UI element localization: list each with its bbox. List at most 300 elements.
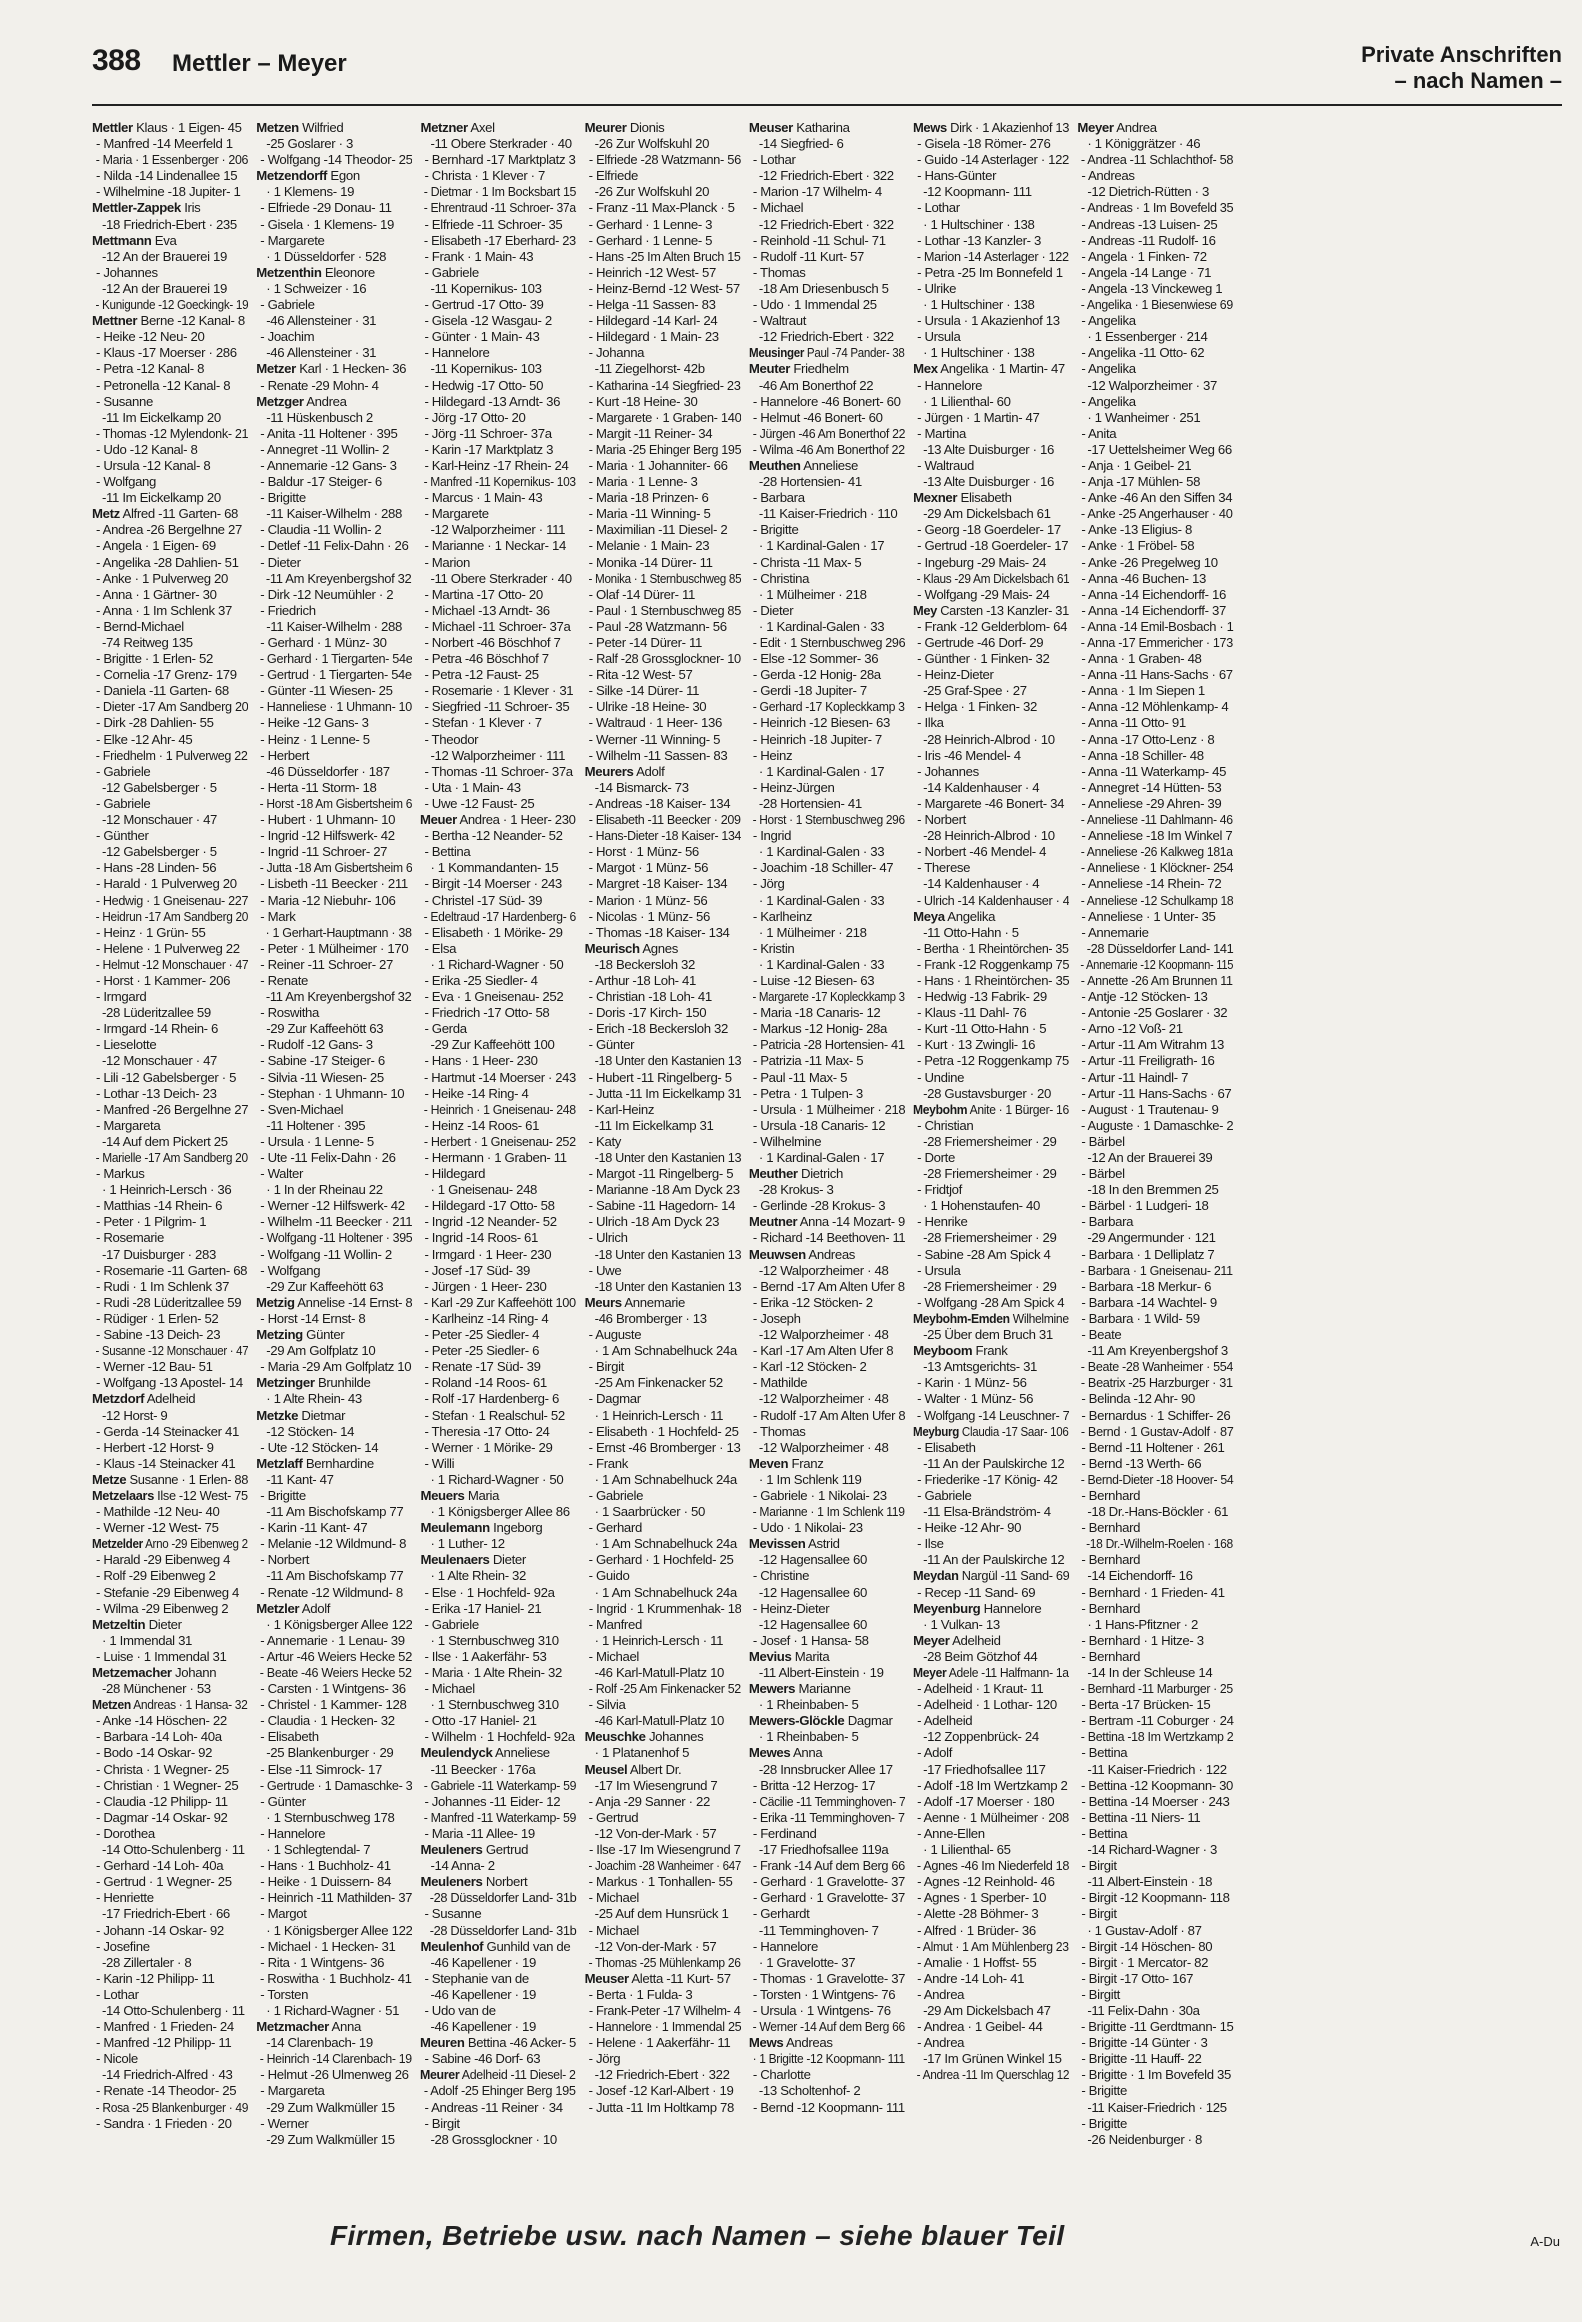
entry-text: - Anna -17 Emmericher · 173 [1081,635,1234,650]
directory-entry [420,361,576,377]
entry-text: - Wilma -29 Eibenweg 2 [96,1600,229,1616]
entry-text: - Friedhelm · 1 Pulverweg 22 [95,747,248,763]
directory-entry [420,2051,576,2067]
directory-entry [913,1295,1069,1311]
directory-entry [585,538,741,554]
directory-entry [256,683,412,699]
directory-entry [92,1118,248,1134]
directory-entry [420,458,576,474]
directory-entry [585,1182,741,1198]
entry-text: - Else · 1 Hochfeld- 92a [424,1584,555,1600]
entry-text: · 1 Heinrich-Lersch · 11 [594,1407,724,1423]
entry-text: - Claudia -11 Wollin- 2 [260,522,382,538]
entry-text: - Werner · 1 Mörike- 29 [424,1439,553,1455]
surname-entry [749,1649,905,1665]
entry-text: - Frank · 1 Main- 43 [424,248,534,264]
entry-text: -17 Friedhofsallee 119a [758,1842,889,1858]
directory-entry [585,1150,741,1166]
entry-text: -12 Hagensallee 60 [758,1552,867,1568]
directory-entry [585,442,741,458]
entry-text: Bernhardine [302,1455,374,1471]
entry-text: - Werner -14 Auf dem Berg 66 [752,2019,905,2035]
directory-entry [1077,1939,1233,1955]
entry-text: -28 Hortensien- 41 [758,795,862,811]
entry-text: - Anneliese -18 Im Winkel 7 [1081,828,1233,844]
entry-text: - Norbert -46 Böschhof 7 [424,635,561,650]
directory-column [420,120,576,2200]
directory-entry [1077,426,1233,442]
entry-text: - Almut · 1 Am Mühlenberg 23 [916,1938,1069,1954]
surname: Metzig [256,1294,295,1310]
directory-entry [913,1408,1069,1424]
entry-text: - Susanne [96,393,153,409]
entry-text: - Ilse · 1 Aakerfähr- 53 [424,1648,547,1664]
entry-text: -28 Heinrich-Albrod · 10 [923,828,1055,844]
entry-text: - Margret -18 Kaiser- 134 [588,876,728,892]
entry-text: - Angelika [1081,393,1136,409]
entry-text: - Manfred · 1 Frieden- 24 [96,2019,234,2035]
directory-entry [92,1279,248,1295]
directory-entry [585,361,741,377]
surname: Mettner [92,313,138,329]
directory-entry [913,1359,1069,1375]
entry-text: - Heike · 1 Duissern- 84 [260,1874,392,1890]
entry-text: Anna [790,1745,823,1761]
directory-entry [92,281,248,297]
entry-text: -28 Friemersheimer · 29 [923,1230,1057,1246]
entry-text: -18 Unter den Kastanien 13 [594,1150,741,1165]
directory-entry [1077,1311,1233,1327]
directory-entry [1077,909,1233,925]
entry-text: · 1 Alte Rhein- 43 [266,1391,362,1407]
directory-entry [420,168,576,184]
entry-text: - Christian [917,1117,974,1133]
surname-entry [749,1166,905,1182]
entry-text: - Hans-Dieter -18 Kaiser- 134 [588,828,741,844]
entry-text: - Wolfgang [260,1262,321,1278]
entry-text: · 1 Alte Rhein- 32 [430,1568,527,1584]
entry-text: - Manfred -26 Bergelhne 27 [96,1101,249,1117]
surname: Meuleners [420,1874,483,1890]
directory-entry [749,667,905,683]
entry-text: - Barbara -14 Loh- 40a [96,1729,222,1745]
entry-text: - Dieter [260,554,301,570]
directory-entry [256,1279,412,1295]
entry-text: -29 Zur Kaffeehött 100 [430,1037,555,1053]
directory-entry [1077,1665,1233,1681]
surname: Metzemacher [92,1665,172,1680]
surname-entry [749,1713,905,1729]
directory-entry [913,748,1069,764]
entry-text: - Michael [752,200,804,216]
directory-entry [913,1923,1069,1939]
directory-entry [256,1971,412,1987]
directory-columns [92,120,1562,2200]
entry-text: Andreas · 1 Hansa- 32 [130,1697,248,1713]
surname-entry [256,265,412,281]
surname: Metzendorff [256,168,328,184]
directory-entry [585,1665,741,1681]
entry-text: - Anja · 1 Geibel- 21 [1081,457,1192,473]
entry-text: - Frank -12 Roggenkamp 75 [917,956,1070,972]
directory-entry [92,555,248,571]
directory-entry [913,1552,1069,1568]
directory-entry [749,1794,905,1810]
directory-entry [256,442,412,458]
directory-entry [585,265,741,281]
entry-text: -29 Am Dickelsbach 61 [923,506,1051,522]
directory-entry [913,1230,1069,1246]
surname: Meuer [420,812,458,828]
directory-entry [1077,1729,1233,1745]
directory-entry [256,1713,412,1729]
running-title: Mettler – Meyer [172,50,347,77]
directory-entry [749,490,905,506]
entry-text: - Günther [96,828,149,844]
directory-entry [1077,780,1233,796]
entry-text: · 1 Vulkan- 13 [923,1616,1000,1632]
directory-entry [585,1391,741,1407]
surname-entry [913,361,1069,377]
directory-entry [1077,184,1233,200]
directory-entry [749,249,905,265]
directory-entry [92,1359,248,1375]
directory-entry [256,345,412,361]
entry-text: - Cäcilie -11 Temminghoven- 7 [752,1793,906,1809]
directory-entry [749,1343,905,1359]
directory-entry [1077,200,1233,216]
entry-text: - Lothar [96,1986,139,2002]
entry-text: Anneliese [800,457,858,473]
directory-entry [1077,1745,1233,1761]
directory-entry [420,2003,576,2019]
entry-text: - Antje -12 Stöcken- 13 [1081,989,1208,1005]
entry-text: · 1 Gerhart-Hauptmann · 38 [265,924,412,940]
directory-entry [913,458,1069,474]
directory-entry [256,2003,412,2019]
directory-entry [749,941,905,957]
directory-entry [913,1874,1069,1890]
directory-entry [1077,1778,1233,1794]
directory-entry [1077,1552,1233,1568]
directory-entry [92,1778,248,1794]
directory-entry [913,136,1069,152]
surname: Metzelaars [92,1487,154,1503]
directory-entry [749,1263,905,1279]
directory-entry [913,1086,1069,1102]
entry-text: -11 Ziegelhorst- 42b [594,361,705,377]
entry-text: - Karl-Heinz [588,1101,655,1117]
entry-text: - Ingrid [752,828,792,844]
entry-text: · 1 Königsberger Allee 122 [266,1616,413,1632]
entry-text: - Jörg -11 Schroer- 37a [424,425,552,441]
entry-text: - Andreas · 1 Im Bovefeld 35 [1081,200,1234,216]
directory-entry [913,1536,1069,1552]
entry-text: · 1 Gravelotte- 37 [758,1954,856,1970]
surname-entry [913,1665,1069,1681]
directory-entry [913,860,1069,876]
directory-entry [256,1053,412,1069]
directory-entry [585,1086,741,1102]
entry-text: - Anna -18 Schiller- 48 [1081,747,1204,763]
entry-text: - Helmut -46 Bonert- 60 [752,409,883,425]
directory-entry [256,1890,412,1906]
entry-text: -14 Siegfried- 6 [758,136,844,152]
entry-text: - Herta -11 Storm- 18 [260,779,377,795]
directory-entry [256,1649,412,1665]
entry-text: Johann [171,1665,217,1680]
entry-text: -11 Holtener · 395 [266,1117,366,1133]
directory-entry [1077,732,1233,748]
entry-text: - Rosemarie -11 Garten- 68 [96,1262,248,1278]
directory-entry [420,1456,576,1472]
directory-entry [1077,313,1233,329]
directory-entry [585,2019,741,2035]
entry-text: - Anna -17 Otto-Lenz · 8 [1081,731,1215,747]
entry-text: - Aenne · 1 Mülheimer · 208 [917,1809,1070,1825]
entry-text: - Christian · 1 Wegner- 25 [96,1777,239,1793]
surname: Meurs [584,1294,622,1310]
directory-entry [92,136,248,152]
entry-text: - Gabriele [588,1487,644,1503]
entry-text: - Bettina -11 Niers- 11 [1081,1809,1201,1825]
directory-entry [1077,1005,1233,1021]
entry-text: -28 Düsseldorfer Land- 31b [430,1890,577,1906]
directory-entry [92,1504,248,1520]
entry-text: - Dorothea [96,1825,155,1841]
directory-entry [1077,1842,1233,1858]
directory-entry [1077,587,1233,603]
directory-entry [585,345,741,361]
entry-text: - Manfred -11 Waterkamp- 59 [424,1809,577,1825]
directory-entry [420,297,576,313]
entry-text: - Bernhard -17 Marktplatz 3 [424,152,576,168]
entry-text: Anna -14 Mozart- 9 [797,1214,905,1230]
entry-text: · 1 Heinrich-Lersch · 11 [594,1632,724,1648]
entry-text: - Gerhardt [752,1906,810,1922]
directory-entry [585,217,741,233]
entry-text: - Thomas · 1 Gravelotte- 37 [752,1970,906,1986]
entry-text: - Karl -29 Zur Kaffeehött 100 [424,1294,577,1310]
entry-text: - Michael · 1 Hecken- 31 [260,1938,396,1954]
directory-entry [1077,1633,1233,1649]
directory-entry [585,812,741,828]
directory-entry [92,603,248,619]
entry-text: · 1 Schlegtendal- 7 [266,1842,371,1858]
directory-entry [420,2132,576,2148]
entry-text: · 1 Königsberger Allee 86 [430,1504,570,1520]
directory-entry [256,538,412,554]
entry-text: - Elisabeth -11 Beecker · 209 [588,812,741,828]
entry-text: - Charlotte [752,2067,811,2083]
entry-text: - Anita -11 Holtener · 395 [260,425,398,441]
entry-text: - Hans -28 Linden- 56 [96,860,217,876]
entry-text: - Ilka [917,715,944,731]
entry-text: - Guido -14 Asterlager · 122 [917,152,1070,168]
directory-entry [1077,1263,1233,1279]
directory-entry [749,1762,905,1778]
surname-entry [256,1327,412,1343]
entry-text: - Christel · 1 Kammer- 128 [260,1697,407,1713]
directory-entry [749,1182,905,1198]
entry-text: - Hannelore [752,1938,818,1954]
directory-entry [913,619,1069,635]
directory-entry [92,1906,248,1922]
directory-entry [92,1150,248,1166]
directory-entry [1077,812,1233,828]
entry-text: -12 Walporzheimer · 48 [758,1262,889,1278]
directory-entry [1077,2083,1233,2099]
entry-text: Andrea [303,393,347,409]
directory-entry [1077,410,1233,426]
entry-text: · 1 Sternbuschweg 310 [430,1697,559,1713]
entry-text: Albert Dr. [627,1761,682,1777]
directory-entry [1077,1971,1233,1987]
directory-entry [913,1456,1069,1472]
entry-text: - Agnes · 1 Sperber- 10 [917,1890,1047,1906]
surname-entry [749,458,905,474]
entry-text: · 1 Hans-Pfitzner · 2 [1087,1616,1198,1632]
directory-entry [256,812,412,828]
surname-entry [420,1939,576,1955]
directory-entry [585,1810,741,1826]
entry-text: - Annemarie [1081,924,1149,940]
entry-text: -28 Gustavsburger · 20 [923,1085,1052,1101]
entry-text: - Heinz · 1 Grün- 55 [96,924,206,940]
directory-entry [92,651,248,667]
entry-text: - Harald -29 Eibenweg 4 [96,1552,231,1568]
surname-entry [585,1295,741,1311]
directory-entry [420,1971,576,1987]
entry-text: · 1 Kardinal-Galen · 17 [758,538,885,554]
directory-entry [913,426,1069,442]
directory-entry [585,1778,741,1794]
directory-entry [1077,1182,1233,1198]
entry-text: - Gisela · 1 Klemens- 19 [260,216,395,232]
directory-entry [749,1858,905,1874]
directory-entry [913,844,1069,860]
entry-text: - Werner -12 Hilfswerk- 42 [260,1198,405,1214]
directory-entry [749,1375,905,1391]
directory-entry [913,1150,1069,1166]
directory-entry [420,1601,576,1617]
directory-entry [585,1247,741,1263]
directory-entry [1077,1617,1233,1633]
entry-text: · 1 Essenberger · 214 [1087,329,1208,345]
entry-text: - Anita [1081,425,1117,441]
surname-entry [92,233,248,249]
directory-entry [749,1890,905,1906]
directory-entry [256,1086,412,1102]
entry-text: - Melanie · 1 Main- 23 [588,538,710,554]
entry-text: - Petra -12 Kanal- 8 [96,361,205,377]
directory-entry [749,1906,905,1922]
directory-entry [585,200,741,216]
entry-text: - Peter · 1 Pilgrim- 1 [96,1214,207,1230]
directory-entry [420,200,576,216]
directory-entry [1077,1649,1233,1665]
entry-text: - Artur -46 Weiers Hecke 52 [260,1648,413,1664]
directory-entry [913,168,1069,184]
directory-entry [92,2051,248,2067]
directory-entry [420,780,576,796]
directory-entry [913,1842,1069,1858]
entry-text: - Joachim [260,329,315,345]
entry-text: -29 Zum Walkmüller 15 [266,2099,395,2115]
directory-entry [420,860,576,876]
surname-entry [913,1568,1069,1584]
directory-entry [749,893,905,909]
entry-text: - Roswitha [260,1005,320,1021]
entry-text: · 1 Königgrätzer · 46 [1087,136,1201,152]
directory-entry [92,571,248,587]
directory-entry [749,732,905,748]
directory-entry [256,1681,412,1697]
directory-entry [913,442,1069,458]
directory-entry [1077,1697,1233,1713]
directory-entry [1077,635,1233,651]
entry-text: - Margarete [424,506,489,522]
directory-entry [256,1858,412,1874]
directory-entry [749,1939,905,1955]
directory-column [92,120,248,2200]
entry-text: - Nicole [96,2051,138,2067]
entry-text: - Annemarie · 1 Lenau- 39 [260,1632,405,1648]
directory-entry [913,1053,1069,1069]
entry-text: - Barbara · 1 Delliplatz 7 [1081,1246,1215,1262]
directory-entry [913,764,1069,780]
surname: Metzlaff [256,1455,303,1471]
directory-entry [749,1440,905,1456]
directory-entry [256,378,412,394]
directory-entry [749,184,905,200]
directory-entry [749,1102,905,1118]
entry-text: · 1 Platanenhof 5 [594,1745,690,1761]
directory-entry [256,603,412,619]
directory-entry [913,1939,1069,1955]
entry-text: - Christel -17 Süd- 39 [424,892,543,908]
directory-entry [256,2116,412,2132]
directory-entry [585,1874,741,1890]
directory-entry [749,828,905,844]
directory-entry [256,458,412,474]
entry-text: - Thomas [752,1423,806,1439]
directory-entry [92,1874,248,1890]
directory-entry [1077,1247,1233,1263]
entry-text: -11 Temminghoven- 7 [758,1922,879,1938]
directory-entry [420,1198,576,1214]
directory-entry [585,1633,741,1649]
surname: Meusinger [748,345,804,361]
surname-entry [585,1971,741,1987]
entry-text: - Sabine -11 Hagedorn- 14 [588,1198,736,1214]
surname: Mettler-Zappek [92,200,181,216]
entry-text: - Andrea -11 Im Querschlag 12 [916,2067,1070,2083]
entry-text: · 1 Königsberger Allee 122 [266,1922,413,1938]
directory-entry [913,828,1069,844]
directory-entry [913,2067,1069,2083]
entry-text: -11 Kopernikus- 103 [430,280,542,296]
directory-entry [913,1021,1069,1037]
directory-entry [256,233,412,249]
entry-text: · 1 Richard-Wagner · 50 [430,956,564,972]
directory-entry [420,394,576,410]
entry-text: - Henrike [917,1214,968,1230]
directory-entry [92,2003,248,2019]
entry-text: - Mathilde [752,1375,808,1391]
directory-entry [256,1826,412,1842]
directory-entry [92,1858,248,1874]
